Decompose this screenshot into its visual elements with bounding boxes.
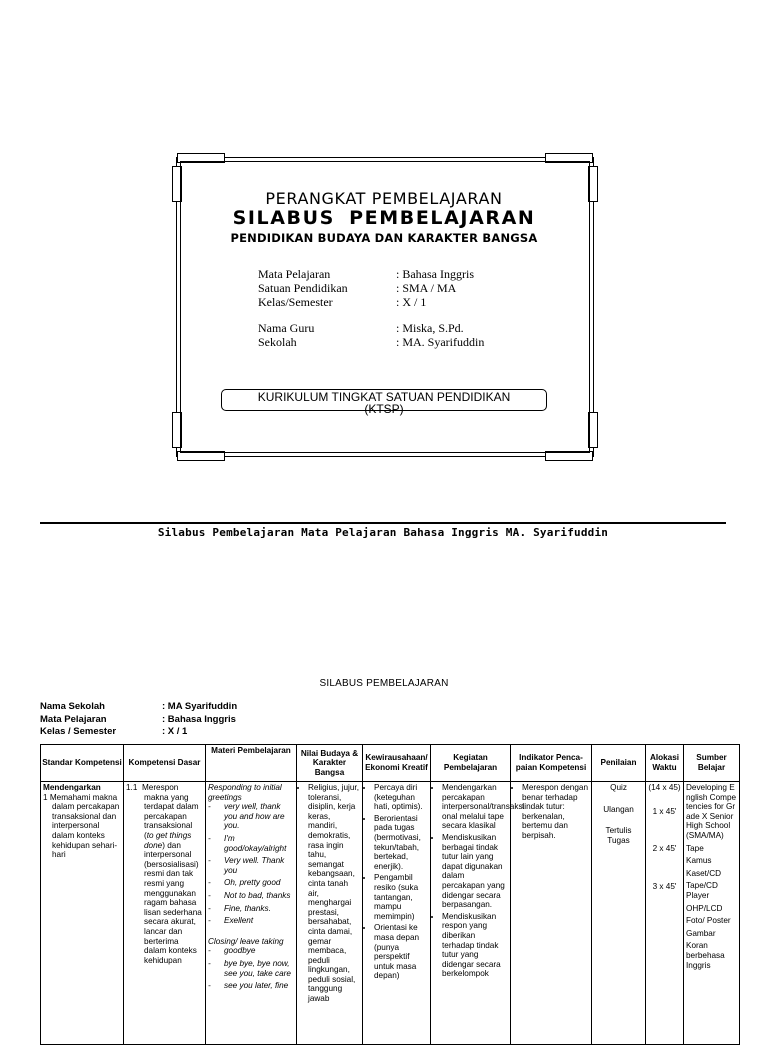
info-label: Sekolah: [258, 335, 297, 349]
cell-kewirausahaan: [363, 782, 431, 1045]
cover-main-title: SILABUS PEMBELAJARAN: [232, 207, 536, 229]
sumber-item: Tape/CD Player: [686, 881, 718, 900]
info-label: Satuan Pendidikan: [258, 281, 348, 295]
column-header: Indikator Penca-paian Kompetensi: [511, 745, 592, 782]
standar-heading: Mendengarkan: [43, 783, 101, 792]
kewirausahaan-item: • Berorientasi pada tugas (bermotivasi, tekun/tabah, bertekad, enerjik).: [374, 814, 428, 872]
meta-label: Mata Pelajaran: [40, 713, 107, 725]
alokasi-item: 2 x 45': [652, 844, 677, 854]
cover-subtitle: PENDIDIKAN BUDAYA DAN KARAKTER BANGSA: [230, 231, 538, 245]
kompetensi-number: 1.1: [126, 783, 138, 792]
column-header: Kompetensi Dasar: [124, 745, 206, 782]
materi-item: - see you later, fine: [208, 981, 289, 991]
meta-value: : Bahasa Inggris: [162, 713, 236, 725]
kompetensi-text: Merespon makna yang terdapat dalam percakapan transaksional (: [141, 783, 199, 840]
materi-item: - goodbye: [208, 946, 256, 956]
materi-item: - Very well. Thank you: [208, 856, 285, 875]
sumber-item: Foto/ Poster: [686, 916, 731, 926]
standar-item: 1 Memahami makna dalam percakapan transaksional dan interpersonal dalam konteks kehidupan sehari-hari: [43, 792, 120, 860]
column-header: Penilaian: [592, 745, 646, 782]
materi-item: - Oh, pretty good: [208, 878, 281, 888]
syllabus-title: SILABUS PEMBELAJARAN: [319, 678, 449, 689]
sumber-item: Koran berbehasa Inggris: [686, 941, 725, 970]
materi-intro: Responding to initial greetings: [208, 783, 282, 802]
curriculum-line: KURIKULUM TINGKAT SATUAN PENDIDIKAN: [257, 390, 511, 404]
nilai-item: • Religius, jujur, toleransi, disiplin, kerja keras, mandiri, demokratis, rasa ingin tahu, semangat kebangsaan, cinta tanah air, menghargai prestasi, bersahabat, cinta damai, gemar membaca, peduli lingkungan, peduli sosial, tanggung jawab: [308, 783, 360, 1004]
syllabus-meta: [0, 701, 400, 741]
sumber-item: Gambar: [686, 928, 716, 938]
info-label: Mata Pelajaran: [258, 267, 331, 281]
kewirausahaan-item: • Percaya diri (keteguhan hati, optimis).: [374, 783, 428, 812]
table-row: [41, 782, 740, 1045]
info-value: : Bahasa Inggris: [396, 267, 474, 281]
kewirausahaan-item: • Orientasi ke masa depan (punya perspektif untuk masa depan): [374, 923, 428, 981]
column-header: Sumber Belajar: [684, 745, 740, 782]
kegiatan-item: • Mendengarkan percakapan interpersonal/transaksi onal melalui tape secara klasikal: [442, 783, 508, 831]
alokasi-item: 1 x 45': [652, 806, 677, 816]
cell-standar: [41, 782, 124, 1045]
cell-indikator: [511, 782, 592, 1045]
cell-materi: [206, 782, 297, 1045]
syllabus-table: [40, 744, 740, 1045]
kewirausahaan-item: • Pengambil resiko (suka tantangan, mampu memimpin): [374, 873, 428, 921]
page-footer: Silabus Pembelajaran Mata Pelajaran Bahasa Inggris MA. Syarifuddin: [157, 526, 609, 539]
materi-item: - Not to bad, thanks: [208, 890, 291, 900]
materi-item: - I'm good/okay/alright: [208, 833, 287, 853]
column-header: Nilai Budaya & Karakter Bangsa: [297, 745, 363, 782]
column-header: Standar Kompetensi: [41, 745, 124, 782]
footer-rule: [40, 522, 726, 524]
cell-penilaian: [592, 782, 646, 1045]
sumber-item: Kamus: [686, 856, 712, 866]
meta-value: : MA Syarifuddin: [162, 701, 238, 712]
cell-nilai: [297, 782, 363, 1045]
meta-label: Nama Sekolah: [40, 701, 105, 712]
kegiatan-item: • Mendiskusikan respon yang diberikan terhadap tindak tutur yang didengar secara berkelompok: [442, 912, 508, 979]
cell-alokasi: [646, 782, 684, 1045]
kegiatan-item: • Mendiskusikan berbagai tindak tutur lain yang dapat digunakan dalam percakapan yang didengar secara berpasangan.: [442, 833, 508, 910]
cell-kompetensi: [124, 782, 206, 1045]
column-header: Alokasi Waktu: [646, 745, 684, 782]
materi-item: - bye bye, bye now, see you, take care: [208, 958, 291, 978]
materi-closing: Closing/ leave taking: [208, 936, 284, 946]
info-value: : SMA / MA: [396, 281, 457, 295]
info-label: Nama Guru: [258, 321, 315, 335]
kompetensi-text-italic: to get things done: [144, 830, 192, 850]
meta-value: : X / 1: [162, 726, 188, 737]
indikator-item: • Merespon dengan benar terhadap tindak tutur: berkenalan, bertemu dan berpisah.: [522, 783, 589, 841]
kompetensi-item: [126, 783, 203, 965]
materi-item: - very well, thank you and how are you.: [208, 802, 285, 831]
column-header: Kewirausahaan/ Ekonomi Kreatif: [363, 745, 431, 782]
cell-sumber: [684, 782, 740, 1045]
info-value: : MA. Syarifuddin: [396, 335, 485, 349]
sumber-item: OHP/LCD: [686, 903, 723, 913]
alokasi-item: 3 x 45': [652, 881, 677, 891]
materi-item: - Fine, thanks.: [208, 903, 271, 913]
curriculum-line: (KTSP): [364, 402, 404, 416]
column-header: Materi Pembelajaran: [206, 745, 297, 782]
cover-info-block: [0, 267, 768, 357]
info-value: : X / 1: [396, 295, 427, 309]
alokasi-item: (14 x 45): [648, 783, 681, 792]
penilaian-item: Ulangan: [603, 804, 634, 814]
column-header: Kegiatan Pembelajaran: [431, 745, 511, 782]
sumber-item: Developing English Competencies for Grade X Senior High School (SMA/MA): [686, 783, 737, 840]
penilaian-item: Quiz: [610, 783, 627, 792]
info-label: Kelas/Semester: [258, 295, 333, 309]
meta-label: Kelas / Semester: [40, 726, 117, 737]
cover-title: PERANGKAT PEMBELAJARAN: [265, 189, 503, 208]
sumber-item: Kaset/CD: [686, 868, 722, 878]
table-header-row: [41, 745, 740, 782]
info-value: : Miska, S.Pd.: [396, 321, 464, 335]
kompetensi-text: ) dan interpersonal (bersosialisasi) resmi dan tak resmi yang menggunakan ragam bahasa lisan sederhana secara akurat, lancar dan berterima dalam konteks kehidupan: [144, 840, 202, 965]
penilaian-item: Tertulis Tugas: [605, 826, 632, 845]
materi-item: - Exellent: [208, 916, 254, 926]
sumber-item: Tape: [686, 843, 704, 853]
cell-kegiatan: [431, 782, 525, 1045]
curriculum-label: [221, 391, 547, 415]
